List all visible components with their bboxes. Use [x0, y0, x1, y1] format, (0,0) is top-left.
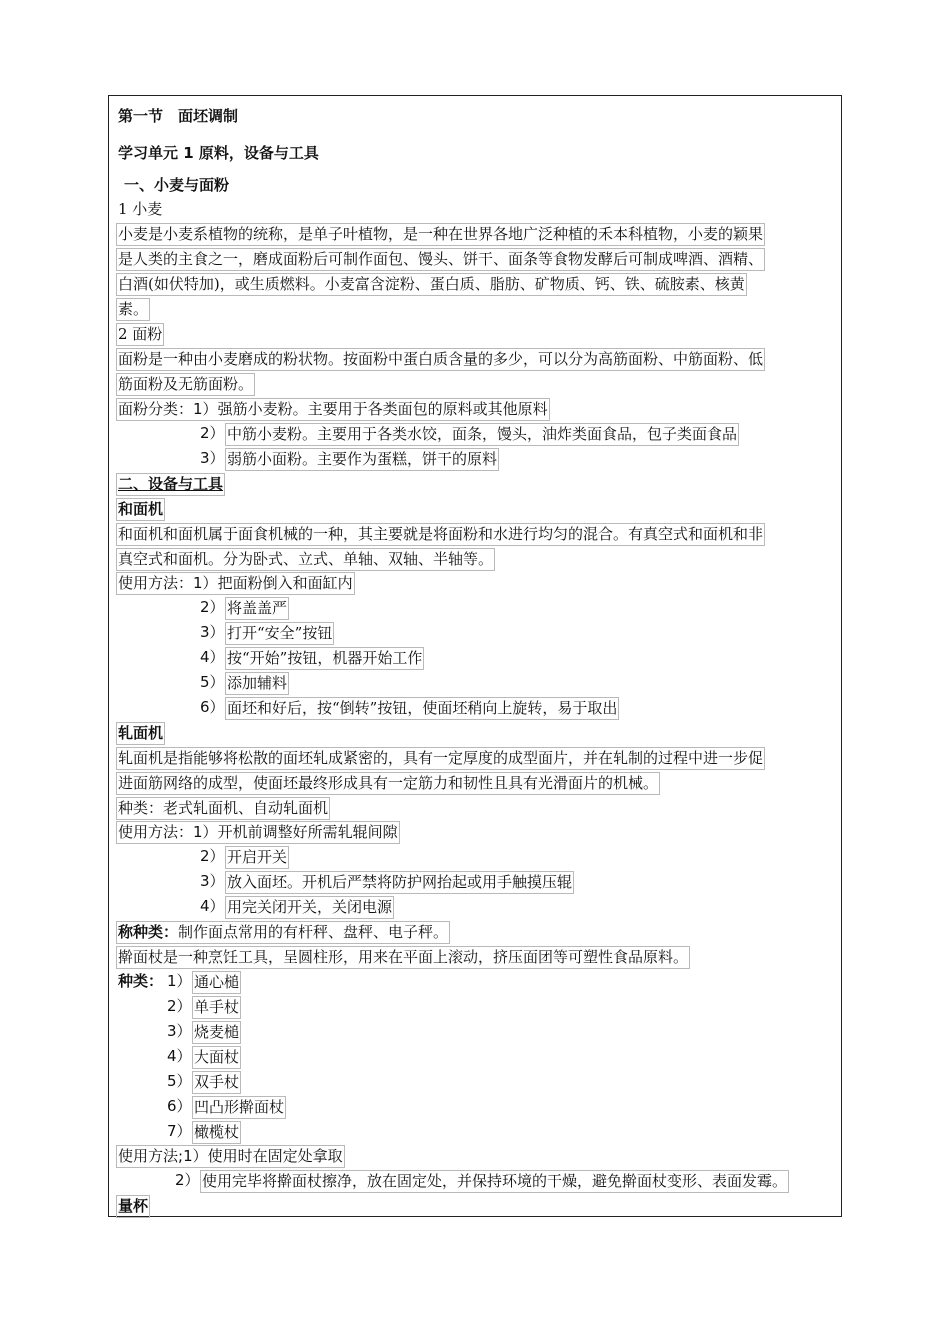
list-number: 2） [200, 598, 225, 616]
wheat-text-line: 白酒(如伏特加)，或生质燃料。小麦富含淀粉、蛋白质、脂肪、矿物质、钙、铁、硫胺素、核黄 [116, 273, 747, 296]
scale-text: 制作面点常用的有杆秤、盘秤、电子秤。 [178, 923, 449, 941]
measuring-cup-title: 量杯 [116, 1195, 150, 1218]
list-text: 使用时在固定处拿取 [207, 1147, 343, 1165]
list-number: 2） [175, 1171, 200, 1189]
wheat-text-line: 素。 [116, 298, 150, 321]
list-text: 使用完毕将擀面杖擦净，放在固定处，并保持环境的干燥，避免擀面杖变形、表面发霉。 [200, 1170, 789, 1193]
list-number: 3） [200, 449, 225, 467]
list-number: 3） [200, 623, 225, 641]
list-number: 6） [200, 698, 225, 716]
list-number: 1） [193, 400, 218, 418]
rolling-pin-usage-label: 使用方法; [118, 1147, 184, 1165]
wheat-title: 1 小麦 [118, 200, 163, 218]
list-text: 开启开关 [225, 846, 289, 869]
list-text: 按“开始”按钮，机器开始工作 [225, 647, 424, 670]
list-text: 烧麦槌 [192, 1021, 241, 1044]
mixer-title: 和面机 [116, 498, 165, 521]
list-number: 4） [200, 648, 225, 666]
rolling-pin-types-label: 种类： [118, 972, 164, 990]
scale-label: 称种类： [118, 923, 179, 941]
section-title: 第一节 面坯调制 [118, 107, 239, 125]
list-text: 放入面坯。开机后严禁将防护网抬起或用手触摸压辊 [225, 871, 574, 894]
flour-text-line: 筋面粉及无筋面粉。 [116, 373, 255, 396]
list-text: 中筋小麦粉。主要用于各类水饺，面条，馒头，油炸类面食品，包子类面食品 [225, 423, 739, 446]
list-text: 用完关闭开关，关闭电源 [225, 896, 394, 919]
list-text: 通心槌 [192, 971, 241, 994]
list-number: 1） [193, 823, 218, 841]
roller-title: 轧面机 [116, 722, 165, 745]
unit-title: 学习单元 1 原料，设备与工具 [118, 144, 319, 162]
list-number: 2） [200, 847, 225, 865]
list-number: 1） [193, 574, 218, 592]
roller-types: 种类：老式轧面机、自动轧面机 [116, 797, 330, 820]
list-text: 双手杖 [192, 1071, 241, 1094]
mixer-text-line: 和面机和面机属于面食机械的一种，其主要就是将面粉和水进行均匀的混合。有真空式和面机和非 [116, 523, 765, 546]
part1-heading: 一、小麦与面粉 [124, 176, 230, 194]
list-number: 4） [167, 1047, 192, 1065]
list-text: 单手杖 [192, 996, 241, 1019]
list-text: 添加辅料 [225, 672, 289, 695]
flour-types-label: 面粉分类： [118, 400, 194, 418]
list-number: 5） [167, 1072, 192, 1090]
list-number: 2） [167, 997, 192, 1015]
list-number: 3） [200, 872, 225, 890]
list-number: 6） [167, 1097, 192, 1115]
roller-text-line: 进面筋网络的成型，使面坯最终形成具有一定筋力和韧性且具有光滑面片的机械。 [116, 772, 660, 795]
flour-text-line: 面粉是一种由小麦磨成的粉状物。按面粉中蛋白质含量的多少，可以分为高筋面粉、中筋面粉、低 [116, 348, 765, 371]
roller-usage-label: 使用方法： [118, 823, 194, 841]
list-number: 3） [167, 1022, 192, 1040]
roller-text-line: 轧面机是指能够将松散的面坯轧成紧密的，具有一定厚度的成型面片，并在轧制的过程中进一步促 [116, 747, 765, 770]
list-number: 4） [200, 897, 225, 915]
mixer-usage-label: 使用方法： [118, 574, 194, 592]
list-number: 7） [167, 1122, 192, 1140]
list-text: 强筋小麦粉。主要用于各类面包的原料或其他原料 [217, 400, 548, 418]
rolling-pin-text: 擀面杖是一种烹饪工具，呈圆柱形，用来在平面上滚动，挤压面团等可塑性食品原料。 [116, 946, 690, 969]
part2-heading: 二、设备与工具 [116, 473, 225, 496]
list-number: 1） [183, 1147, 208, 1165]
flour-title: 2 面粉 [116, 323, 164, 346]
list-text: 弱筋小面粉。主要作为蛋糕，饼干的原料 [225, 448, 499, 471]
mixer-text-line: 真空式和面机。分为卧式、立式、单轴、双轴、半轴等。 [116, 548, 495, 571]
list-text: 把面粉倒入和面缸内 [217, 574, 353, 592]
list-text: 凹凸形擀面杖 [192, 1096, 286, 1119]
list-text: 将盖盖严 [225, 597, 289, 620]
list-text: 打开“安全”按钮 [225, 622, 334, 645]
list-text: 橄榄杖 [192, 1121, 241, 1144]
wheat-text-line: 小麦是小麦系植物的统称，是单子叶植物，是一种在世界各地广泛种植的禾本科植物，小麦的颖果 [116, 223, 765, 246]
list-text: 开机前调整好所需轧辊间隙 [217, 823, 398, 841]
list-number: 1） [167, 972, 192, 990]
list-number: 2） [200, 424, 225, 442]
wheat-text-line: 是人类的主食之一，磨成面粉后可制作面包、馒头、饼干、面条等食物发酵后可制成啤酒、酒精、 [116, 248, 765, 271]
flour-types-item [116, 398, 550, 421]
list-text: 面坯和好后，按“倒转”按钮，使面坯稍向上旋转，易于取出 [225, 697, 619, 720]
list-text: 大面杖 [192, 1046, 241, 1069]
list-number: 5） [200, 673, 225, 691]
